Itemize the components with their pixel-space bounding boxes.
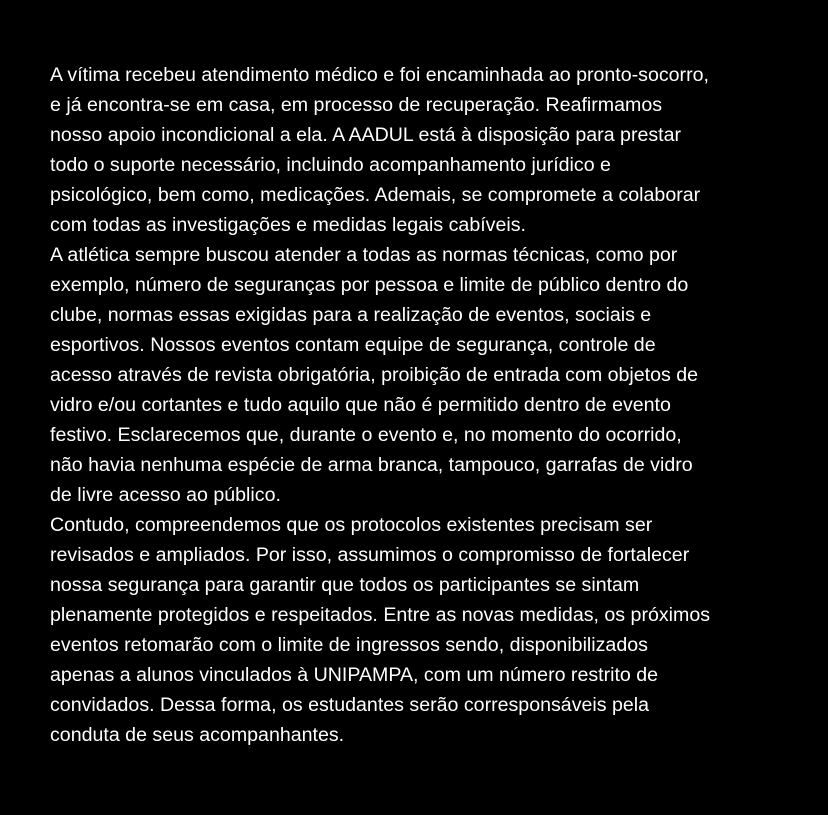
text-line: clube, normas essas exigidas para a realização de eventos, sociais e xyxy=(50,304,652,326)
text-line: nossa segurança para garantir que todos os participantes se sintam xyxy=(50,574,640,596)
text-line: não havia nenhuma espécie de arma branca, tampouco, garrafas de vidro xyxy=(50,454,693,476)
text-line: A atlética sempre buscou atender a todas as normas técnicas, como por xyxy=(50,244,678,266)
text-line: nosso apoio incondicional a ela. A AADUL está à disposição para prestar xyxy=(50,124,682,146)
text-line: apenas a alunos vinculados à UNIPAMPA, com um número restrito de xyxy=(50,664,659,686)
text-line: convidados. Dessa forma, os estudantes serão corresponsáveis pela xyxy=(50,694,650,716)
text-line: vidro e/ou cortantes e tudo aquilo que não é permitido dentro de evento xyxy=(50,394,671,416)
statement-text xyxy=(50,60,780,750)
text-line: acesso através de revista obrigatória, proibição de entrada com objetos de xyxy=(50,364,699,386)
text-line: psicológico, bem como, medicações. Ademais, se compromete a colaborar xyxy=(50,184,701,206)
text-line: todo o suporte necessário, incluindo acompanhamento jurídico e xyxy=(50,154,611,176)
text-line: e já encontra-se em casa, em processo de recuperação. Reafirmamos xyxy=(50,94,663,116)
text-line: Contudo, compreendemos que os protocolos existentes precisam ser xyxy=(50,514,653,536)
text-line: festivo. Esclarecemos que, durante o evento e, no momento do ocorrido, xyxy=(50,424,682,446)
text-line: A vítima recebeu atendimento médico e foi encaminhada ao pronto-socorro, xyxy=(50,64,709,86)
text-line: de livre acesso ao público. xyxy=(50,484,281,506)
text-line: eventos retomarão com o limite de ingressos sendo, disponibilizados xyxy=(50,634,648,656)
text-line: com todas as investigações e medidas legais cabíveis. xyxy=(50,214,526,236)
text-line: conduta de seus acompanhantes. xyxy=(50,724,345,746)
text-line: plenamente protegidos e respeitados. Entre as novas medidas, os próximos xyxy=(50,604,711,626)
text-line: esportivos. Nossos eventos contam equipe de segurança, controle de xyxy=(50,334,656,356)
text-line: exemplo, número de seguranças por pessoa e limite de público dentro do xyxy=(50,274,689,296)
text-line: revisados e ampliados. Por isso, assumimos o compromisso de fortalecer xyxy=(50,544,690,566)
